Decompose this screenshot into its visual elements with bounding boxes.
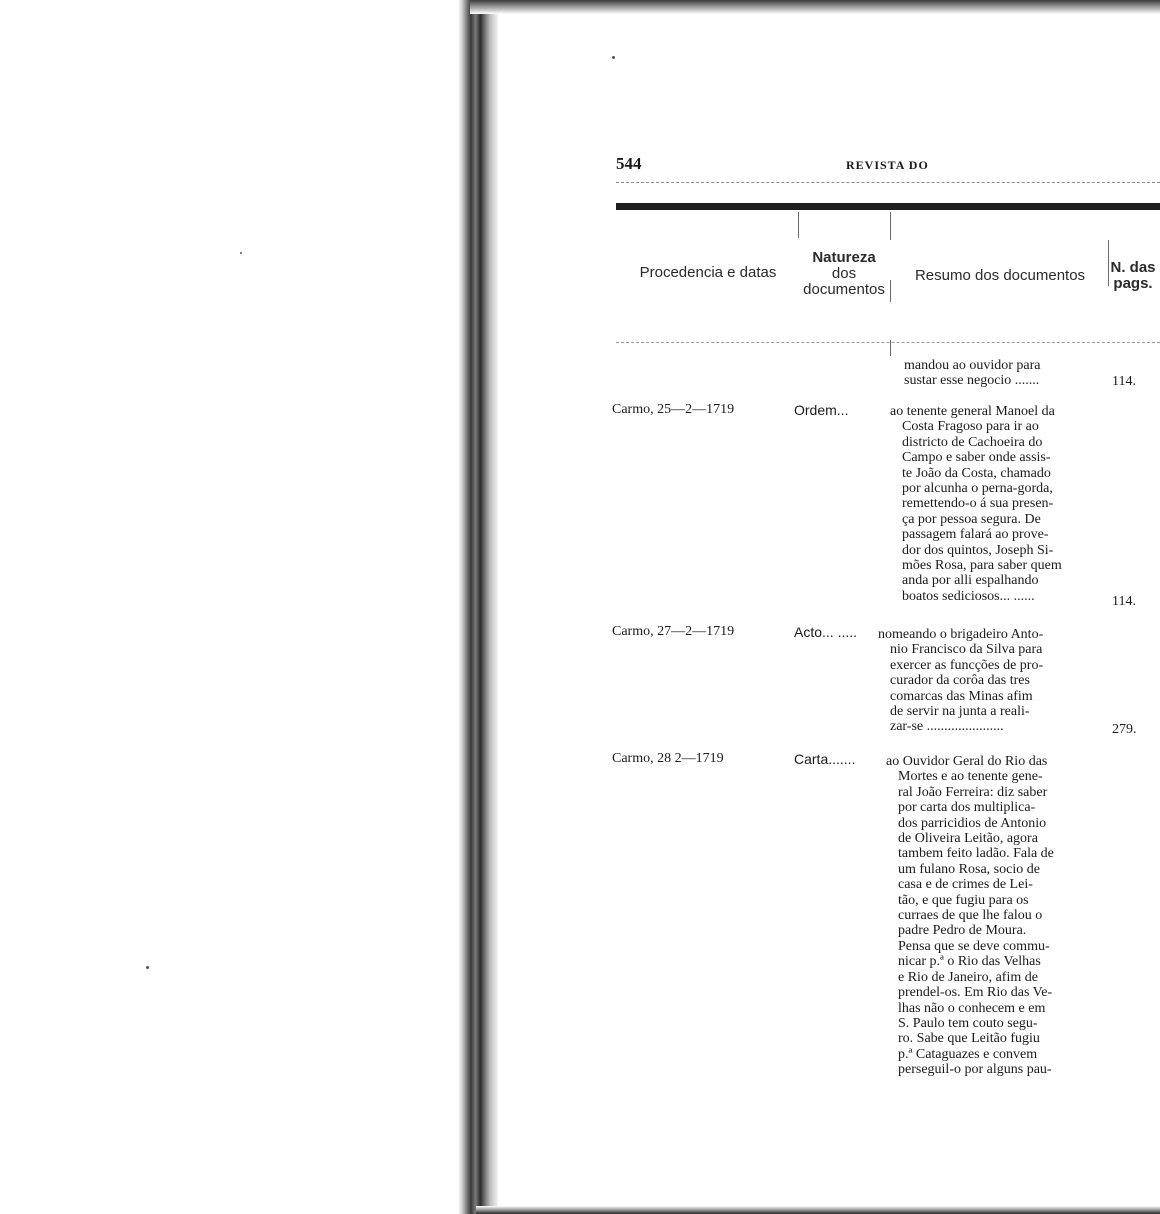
summary-line: comarcas das Minas afim — [890, 688, 1033, 704]
summary-line: de Oliveira Leitão, agora — [898, 831, 1038, 847]
summary-line: por alcunha o perna-gorda, — [902, 481, 1053, 497]
summary-line: nicar p.ª o Rio das Velhas — [898, 954, 1041, 970]
summary-line: dor dos quintos, Joseph Si- — [902, 542, 1054, 558]
summary-line: passagem falará ao prove- — [902, 527, 1049, 543]
entry-nature: Acto... ..... — [794, 624, 858, 640]
header-bottom-dashed-rule — [616, 342, 1160, 343]
summary-line: Costa Fragoso para ir ao — [902, 419, 1039, 435]
entry-summary — [886, 754, 1098, 1078]
paper-speck — [146, 966, 149, 969]
summary-line: curraes de que lhe falou o — [898, 908, 1043, 924]
entry-nature: Ordem... — [794, 402, 849, 418]
summary-line: ro. Sabe que Leitão fugiu — [898, 1031, 1040, 1047]
summary-line: prendel-os. Em Rio das Ve- — [898, 985, 1053, 1001]
table-top-rule — [616, 203, 1160, 210]
page-number: 544 — [616, 154, 642, 173]
summary-line: sustar esse negocio ....... — [904, 373, 1040, 389]
summary-line: Mortes e ao tenente gene- — [898, 769, 1043, 785]
entry-nature: Carta....... — [794, 751, 856, 767]
header-pags-line: pags. — [1113, 275, 1153, 292]
summary-line: Pensa que se deve commu- — [898, 938, 1050, 954]
summary-line: curador da corôa das tres — [890, 673, 1030, 689]
summary-line: mões Rosa, para saber quem — [902, 558, 1062, 574]
summary-line: um fulano Rosa, socio de — [898, 861, 1040, 877]
pages-cell: 279. — [1112, 722, 1137, 737]
summary-line: padre Pedro de Moura. — [898, 923, 1027, 939]
header-pags — [1106, 260, 1160, 292]
paper-speck — [612, 56, 615, 59]
summary-line: ao Ouvidor Geral do Rio das — [886, 754, 1048, 769]
summary-line: zar-se ...................... — [890, 719, 1004, 735]
summary-line: casa e de crimes de Lei- — [898, 877, 1033, 893]
summary-line: por carta dos multiplica- — [898, 800, 1036, 816]
summary-line: ral João Ferreira: diz saber — [898, 784, 1048, 800]
left-margin — [0, 0, 500, 1214]
header-natureza — [796, 250, 892, 298]
summary-line: exercer as funcções de pro- — [890, 657, 1044, 673]
summary-line: te João da Costa, chamado — [902, 465, 1051, 481]
column-divider — [890, 212, 891, 240]
entry-date: Carmo, 28 2—1719 — [612, 751, 724, 766]
header-natureza-line: documentos — [803, 281, 885, 298]
running-head: REVISTA DO — [846, 158, 929, 172]
summary-line: e Rio de Janeiro, afim de — [898, 969, 1038, 985]
summary-line: nomeando o brigadeiro Anto- — [878, 627, 1044, 642]
summary-line: Campo e saber onde assis- — [902, 450, 1051, 466]
summary-line: anda por alli espalhando — [902, 573, 1039, 589]
continuation-summary — [892, 358, 1102, 389]
header-natureza-line: dos — [831, 265, 857, 282]
summary-line: p.ª Cataguazes e convem — [898, 1046, 1038, 1062]
header-procedencia: Procedencia e datas — [639, 264, 777, 281]
summary-line: S. Paulo tem couto segu- — [898, 1015, 1038, 1031]
summary-line: lhas não o conhecem e em — [898, 1000, 1046, 1016]
summary-line: nio Francisco da Silva para — [890, 642, 1043, 658]
header-pags-line: N. das — [1110, 259, 1156, 276]
summary-line: tão, e que fugiu para os — [898, 892, 1029, 908]
column-divider — [798, 212, 799, 238]
paper-speck — [240, 252, 242, 254]
summary-line: remettendo-o á sua presen- — [902, 496, 1054, 512]
summary-line: boatos sediciosos... ...... — [902, 588, 1035, 604]
summary-line: mandou ao ouvidor para — [904, 358, 1041, 373]
summary-line: perseguil-o por alguns pau- — [898, 1062, 1052, 1078]
entry-summary — [878, 627, 1090, 735]
entry-summary — [890, 404, 1102, 604]
header-dashed-rule — [616, 182, 1160, 183]
entry-date: Carmo, 25—2—1719 — [612, 402, 735, 417]
summary-line: districto de Cachoeira do — [902, 434, 1043, 450]
document-page — [500, 0, 1160, 1214]
summary-line: tambem feito ladão. Fala de — [898, 846, 1054, 862]
book-spine — [458, 0, 498, 1214]
summary-line: ao tenente general Manoel da — [890, 404, 1055, 419]
summary-line: ça por pessoa segura. De — [902, 511, 1041, 527]
pages-cell: 114. — [1112, 594, 1136, 609]
summary-line: de servir na junta a reali- — [890, 704, 1030, 720]
header-resumo: Resumo dos documentos — [914, 267, 1086, 284]
summary-line: dos parricidios de Antonio — [898, 815, 1047, 831]
pages-cell: 114. — [1112, 374, 1136, 389]
header-natureza-line: Natureza — [812, 249, 876, 266]
entry-date: Carmo, 27—2—1719 — [612, 624, 735, 639]
